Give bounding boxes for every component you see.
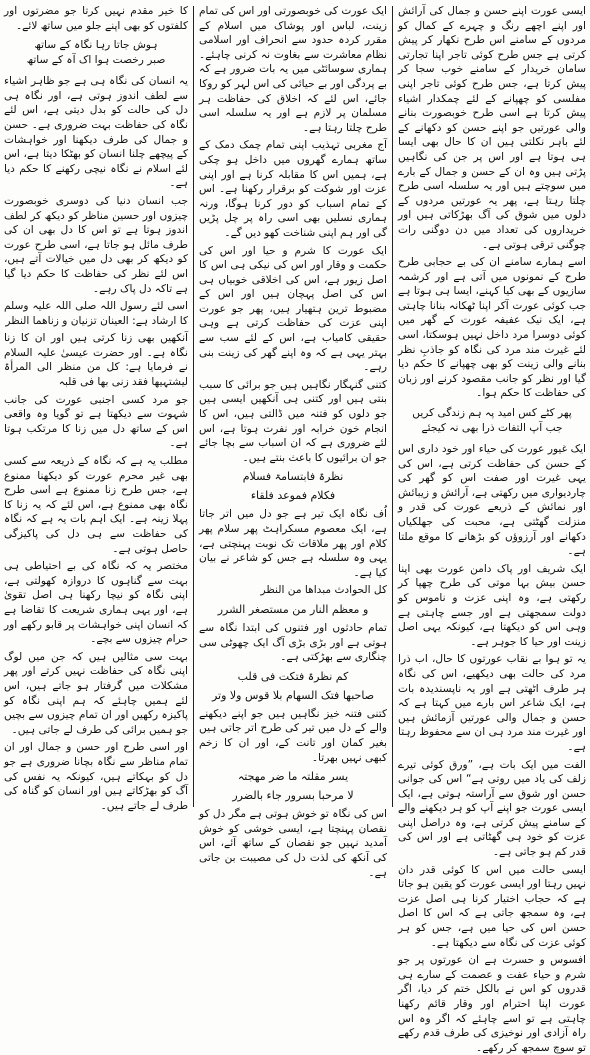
arabic-verse-line: فکلام فموعد فلقاء [250, 489, 336, 503]
article-paragraph: ایک شریف اور پاک دامن عورت بھی اپنا حسن بیش بہا موتی کی طرح چھپا کر رکھتی ہے، وہ اپنی عزت و ناموس کو دولت سمجھتی ہے اور جسے چاہتی ہے وہی اس کو دیکھتا ہے، کیونکہ یہی اصل زینت اور حیا کا جوہر ہے۔ [398, 562, 586, 648]
article-paragraph: بہت سی مثالیں ہیں کہ جن میں لوگ اپنی نگاہ کی حفاظت نہیں کرتے اور پھر مشکلات میں گرفتار ہو جاتے ہیں، اس لئے ہمیں چاہئے کہ ہم اپنی نگاہ کو پاکیزہ رکھیں اور ان تمام چیزوں سے بچیں جو ہمیں برائی کی طرف لے جاتی ہیں۔ [4, 650, 188, 736]
column-divider [193, 6, 194, 807]
article-paragraph: ایسی عورت اپنے حسن و جمال کی آرائش اور اپنے اچھے رنگ و چہرے کے کمال کو مردوں کے سامنے اس طرح نکھار کر پیش کرتی ہے جس طرح کوئی تاجر اپنا تجارتی سامان خریدار کے سامنے خوب سجا کر پیش کرتا ہے، جس طرح کوئی تاجر اپنی مفلسی کو چھپانے کے لئے چمکدار اشیاء پیش کرتا ہے اسی طرح خوبصورت بنانے والی عورتیں جو اپنے حسن کو دکھانے کے لئے باہر نکلتی ہیں ان کا حال بھی ایسا ہی ہوتا ہے اور اس پر جن کی نگاہیں پڑتی ہیں وہ ان کے حسن و جمال کے بارے میں سوچتے ہیں اور یہ سلسلہ اسی طرح چلتا رہتا ہے، پھر یہ عورتیں مردوں کے دلوں میں شوق کی آگ بھڑکاتی ہیں اور خریداروں کی تعداد میں دن دوگنی رات چوگنی ترقی ہوتی ہے۔ [398, 5, 586, 251]
article-paragraph: کتنی گنہگار نگاہیں ہیں جو برائی کا سبب بنتی ہیں اور کتنی ہی آنکھیں ایسی ہیں جو دلوں کو فتنہ میں ڈالتی ہیں، اس کا انجام خون خرابہ اور نفرت ہوتا ہے، اس لئے ضروری ہے کہ ان اسباب سے بچا جائے جو ان برائیوں کا باعث بنتے ہیں۔ [199, 378, 387, 464]
verse-couplet [4, 38, 188, 68]
article-paragraph: یہ تو ہوا بے نقاب عورتوں کا حال، اب ذرا مرد کی حالت بھی دیکھیے، اس کی نگاہ ہر طرف اٹھتی ہے اور یہ ناپسندیدہ بات ہے، ایک شاعر اس بارے میں کہتا ہے کہ حسن و جمال والی عورتیں آزمائش ہیں اور غیرت مند مرد ہی ان سے محفوظ رہتا ہے۔ [398, 653, 586, 753]
article-paragraph: یہ انسان کی نگاہ ہی ہے جو ظاہر اشیاء سے لطف اندوز ہوتی ہے، اور نگاہ ہی دل کی حالت کو بدل دیتی ہے، اس لئے نگاہ کی حفاظت بہت ضروری ہے۔ حسن و جمال کی طرف دیکھنا اور خواہشات کے پیچھے چلنا انسان کو بھٹکا دیتا ہے، اس لئے اسلام نے نگاہ نیچی رکھنے کا حکم دیا ہے۔ [4, 75, 188, 190]
article-paragraph: اسے ہمارے سامنے ان کی بے حجابی طرح طرح کے نمونوں میں آتی ہے اور کرشمہ سازیوں کے بھی کیا کہنے، ایسا ہی ہوتا ہے جب کوئی عورت آکر اپنا ٹھکانہ بنانا چاہتی ہے، ایک نیک عفیفہ عورت کے گھر میں کوئی دوسرا مرد داخل نہیں ہوسکتا، اسی لئے غیرت مند مرد کی نگاہ کو جاذبِ نظر بنانے والی زینت کو بھی چھپانے کا حکم دیا گیا اور نظر کو جانب مقصود کرنے اور زبان کی حفاظت کا حکم ہوا۔ [398, 256, 586, 400]
article-paragraph: ایک عورت کی خوبصورتی اور اس کی تمام زینت، لباس اور پوشاک میں اسلام کے مقرر کردہ حدود سے انحراف اور اسلامی نظام معاشرت سے بغاوت نہ کرنی چاہئے۔ ہماری سوسائٹی میں یہ بات ضرور ہے کہ بے پردگی اور بے حیائی کی اس لہر کو روکا جائے، اس لئے کہ اخلاق کی حفاظت ہر مسلمان پر لازم ہے اور یہ سلسلہ اسی طرح چلتا رہتا ہے۔ [198, 5, 387, 134]
article-paragraph: الفت میں ایک بات ہے، ”ورق کوئی تیرے زلف کی یاد میں روتی ہے“ اس کی جوانی حسن اور شوق سے آراستہ ہوتی ہے، ایک ایسی عورت جو اپنے آپ کو ہر دیکھنے والے کے سامنے پیش کرتی ہے، وہ دراصل اپنی عزت کو خود ہی گھٹاتی ہے اور اس کی قدر کم ہو جاتی ہے۔ [398, 758, 586, 859]
article-paragraph: کا خیر مقدم نہیں کرتا جو مضرتوں اور کلفتوں کو بھی اپنے جلو میں ساتھ لائے۔ [4, 5, 188, 32]
article-paragraph: اسی لئے رسول اللہ صلی اللہ علیہ وسلم کا ارشاد ہے: العینان تزنیان و زناھما النظر [4, 300, 188, 327]
article-paragraph: ایک غیور عورت کی حیاء اور خود داری اس کے حسن کی حفاظت کرتی ہے، اس کی یہی غیرت اور صفت اس کو گھر کی چاردیواری میں رکھتی ہے، آرائش و زیبائش اور نمائش کے ذریعے عورت کی قدر و منزلت گھٹتی ہے، محبت کی جھلکیاں دکھانے اور آرزوؤں کو بڑھانے کا موقع ملتا ہے۔ [398, 443, 586, 558]
article-paragraph: تمام حادثوں اور فتنوں کی ابتدا نگاہ سے ہوتی ہے اور بڑی بڑی آگ ایک چھوٹی سی چنگاری سے بھڑکتی ہے۔ [199, 621, 387, 664]
article-paragraph: جب انسان دنیا کی دوسری خوبصورت چیزوں اور حسین مناظر کو دیکھ کر لطف اندوز ہوتا ہے تو اس کا دل بھی ان کی طرف مائل ہو جاتا ہے، اسی طرح عورت کو دیکھ کر بھی دل میں خیالات آتے ہیں، اس لئے نظر کی حفاظت کا حکم دیا گیا ہے تاکہ دل پاک رہے۔ [4, 194, 188, 295]
article-paragraph: اس کی نگاہ تو خوش ہوتی ہے مگر دل کو نقصان پہنچتا ہے، ایسی خوشی کو خوش آمدید نہیں جو نقصان کے ساتھ آئے، اس کی آنکھ کی لذت دل کی مصیبت بن جاتی ہے۔ [199, 808, 387, 879]
arabic-verse-line: یسر مقلتہ ما ضر مھجتہ [237, 770, 349, 784]
article-paragraph: ایسی حالت میں اس کا کوئی قدر دان نہیں رہتا اور ایسی عورت کو یقین ہو جاتا ہے کہ حجاب اختیار کرنا ہی اصل عزت ہے، وہ سمجھ جاتی ہے کہ اس کا اصل حسن اس کی حیا میں ہے، جس کو ہر کوئی عزت کی نگاہ سے دیکھتا ہے۔ [398, 863, 586, 949]
article-paragraph: آج مغربی تہذیب اپنی تمام چمک دمک کے ساتھ ہمارے گھروں میں داخل ہو چکی ہے، ہمیں اس کا مقابلہ کرنا ہے اور اپنی عزت اور شوکت کو برقرار رکھنا ہے۔ اس کے تمام اسباب کو دور کرنا ہوگا، ورنہ ہماری نسلیں بھی اسی راہ پر چل پڑیں گی اور ہم اپنی شناخت کھو دیں گے۔ [199, 139, 387, 239]
article-paragraph: کل الحوادث مبداھا من النظر [260, 584, 387, 597]
verse-line: صبر رخصت ہوا اک آہ کے ساتھ [26, 54, 166, 67]
article-paragraph: جو مرد کسی اجنبی عورت کی جانب شہوت سے دیکھتا ہے تو گویا وہ واقعی اس کے ساتھ دل میں زنا کا مرتکب ہوتا ہے۔ [4, 393, 188, 450]
column-divider [392, 6, 393, 807]
arabic-verse-line: و معظم النار من مستصغر الشرر [217, 602, 369, 616]
article-column-left [4, 4, 188, 812]
arabic-verse-line: نظرۃ فابتسامۃ فسلام [242, 470, 344, 484]
verse-couplet [398, 406, 586, 436]
article-paragraph: اور اسی طرح اور حسن و جمال اور ان تمام مناظر سے نگاہ بچانا ضروری ہے جو دل کو بہکاتے ہیں، کیونکہ یہ نفس کی آگ کو بھڑکاتے ہیں اور انسان کو گناہ کی طرف لے جاتے ہیں۔ [4, 741, 188, 812]
arabic-verse-line: لا مرحبا بسرور جاء بالضرر [232, 789, 354, 803]
article-paragraph: آنکھیں بھی زنا کرتی ہیں اور ان کا زنا نگاہ ہے۔ اور حضرت عیسیٰ علیہ السلام نے فرمایا ہے: کل من منظر الی المرأۃ لیشتہیھا فقد زنی بھا فی قلبہ [4, 332, 188, 389]
article-paragraph: افسوس و حسرت ہے ان عورتوں پر جو شرم و حیاء عفت و عصمت کے سارے ہی قدروں کو اس نے بالکل ختم کر دیا، اگر عورت اپنا احترام اور وقار قائم رکھنا چاہتی ہے تو اسے چاہئے کہ اگر وہ اس راہ آزادی اور نوخیزی کی طرف قدم رکھے تو سوچ سمجھ کر رکھے۔ [398, 954, 586, 1054]
article-paragraph: ایک عورت کا شرم و حیا اور اس کی حکمت و وقار اور اس کی نیکی ہی اس کا اصل زیور ہے، اس کی اخلاقی خوبیاں ہی اس کی اصل پہچان ہیں اور اس کے مضبوط ترین ہتھیار ہیں، پھر جو عورت اپنی عزت کی حفاظت کرتی ہے وہی حقیقی کامیاب ہے، اس کے لئے سب سے بہتر یہی ہے کہ وہ اپنے گھر کی زینت بنی رہے۔ [199, 244, 387, 374]
verse-line: جب آپ التفات ذرا بھی نہ کیجئے [421, 422, 563, 435]
arabic-verse-line: صاحبھا فتک السھام بلا قوس ولا وتر [211, 688, 375, 702]
article-column-right [398, 4, 586, 1054]
article-paragraph: مختصر یہ کہ نگاہ کی بے احتیاطی ہی بہت سے گناہوں کا دروازہ کھولتی ہے، اپنی نگاہ کو نیچا رکھنا ہی اصل تقویٰ ہے، اور یہی ہماری شریعت کا تقاضا ہے کہ انسان اپنی خواہشات پر قابو رکھے اور حرام چیزوں سے بچے۔ [4, 560, 188, 646]
article-paragraph: کتنی فتنہ خیز نگاہیں ہیں جو اپنے دیکھنے والے کے دل میں تیر کی طرح اتر جاتی ہیں بغیر کمان اور تانت کے، اور ان کا زخم کبھی نہیں بھرتا۔ [199, 707, 387, 764]
verse-line: پھر کٹے کس امید پہ ہم زندگی کریں [412, 407, 572, 420]
verse-line: ہوش جاتا رہا نگاہ کے ساتھ [34, 39, 158, 52]
article-paragraph: مطلب یہ ہے کہ نگاہ کے ذریعہ سے کسی بھی غیر محرم عورت کو دیکھنا ممنوع ہے، جس طرح زنا ممنوع ہے اسی طرح نگاہ بھی ممنوع ہے، اس لئے کہ یہ زنا کا پہلا زینہ ہے۔ ایک اہم بات یہ ہے کہ نگاہ کی حفاظت سے ہی دل کی پاکیزگی حاصل ہوتی ہے۔ [4, 455, 188, 555]
article-column-middle [198, 4, 387, 879]
arabic-verse-line: کم نظرۃ فتکت فی قلب [237, 669, 349, 683]
article-paragraph: اُف نگاہ ایک تیر ہے جو دل میں اتر جاتا ہے، ایک معصوم مسکراہٹ پھر سلام پھر کلام اور پھر ملاقات تک نوبت پہنچتی ہے، یہی وہ سلسلہ ہے جس کو شاعر نے بیان کیا ہے۔ [199, 508, 387, 579]
